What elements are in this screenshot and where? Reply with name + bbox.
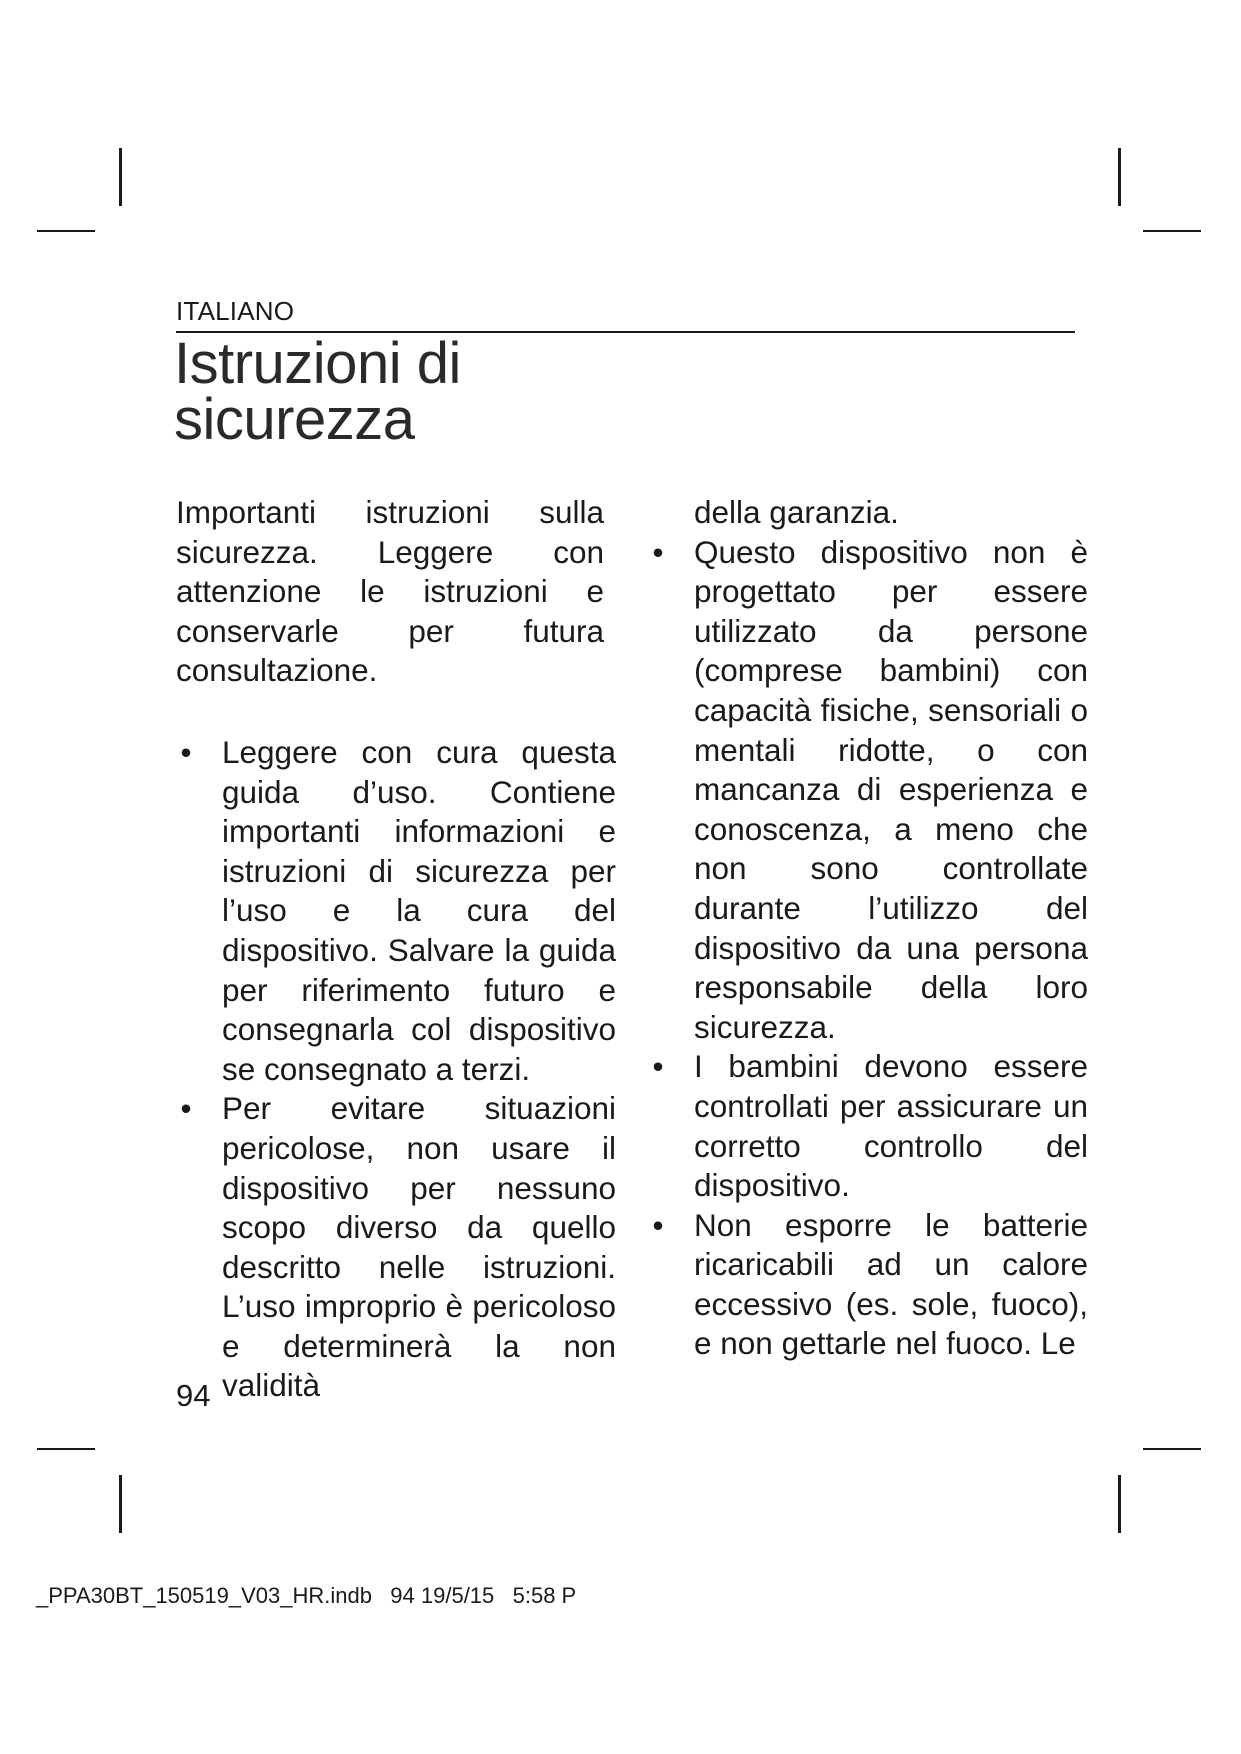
list-item [648,1206,1088,1364]
bullet-icon: • [180,733,192,770]
left-bullet-list [176,733,616,1406]
bullet-icon: • [180,1090,192,1127]
list-item [176,1089,616,1406]
bullet-icon: • [652,1206,664,1243]
list-item-text: Non esporre le batterie ricaricabili ad un calore eccessivo (es. sole, fuoco), e non gettarle nel fuoco. Le [694,1206,1088,1362]
crop-mark-top-right-vertical [1118,148,1121,206]
page-title [174,331,461,452]
list-item-text: Per evitare situazioni pericolose, non usare il dispositivo per nessuno scopo diverso da quello descritto nelle istruzioni. L’uso improprio è pericoloso e determinerà la non validità [222,1090,616,1404]
intro-paragraph: Importanti istruzioni sulla sicurezza. Leggere con attenzione le istruzioni e conservarle per futura consultazione. [176,494,604,689]
page-title-line-2: sicurezza [174,387,415,452]
section-language-label: ITALIANO [176,296,295,326]
print-slug: _PPA30BT_150519_V03_HR.indb 94 19/5/15 5:58 P [36,1583,577,1608]
list-item [648,533,1088,1048]
crop-mark-top-left-vertical [119,148,122,206]
list-item-text: Questo dispositivo non è progettato per essere utilizzato da persone (comprese bambini) con capacità fisiche, sensoriali o mentali ridotte, o con mancanza di esperienza e conoscenza, a meno che non sono controllate durante l’utilizzo del dispositivo da una persona responsabile della loro sicurezza. [694,533,1088,1045]
bullet-icon: • [652,1048,664,1085]
list-item [176,733,616,1089]
list-item-text: Leggere con cura questa guida d’uso. Contiene importanti informazioni e istruzioni di sicurezza per l’uso e la cura del dispositivo. Salvare la guida per riferimento futuro e consegnarla col dispositivo se consegnato a terzi. [222,733,616,1087]
continuation-text: della garanzia. [694,494,899,530]
list-item-text: I bambini devono essere controllati per assicurare un corretto controllo del dispositivo. [694,1048,1088,1204]
page-title-line-1: Istruzioni di [174,331,461,396]
right-column [648,493,1088,1364]
crop-mark-top-right-horizontal [1143,230,1201,232]
crop-mark-bottom-left-vertical [119,1475,122,1533]
bullet-icon: • [652,533,664,570]
crop-mark-bottom-right-horizontal [1143,1448,1201,1450]
crop-mark-bottom-left-horizontal [37,1448,95,1450]
page-number: 94 [176,1378,211,1413]
list-item [648,1047,1088,1205]
crop-mark-bottom-right-vertical [1118,1475,1121,1533]
left-column [176,493,616,1406]
crop-mark-top-left-horizontal [37,230,95,232]
right-bullet-list [648,533,1088,1364]
